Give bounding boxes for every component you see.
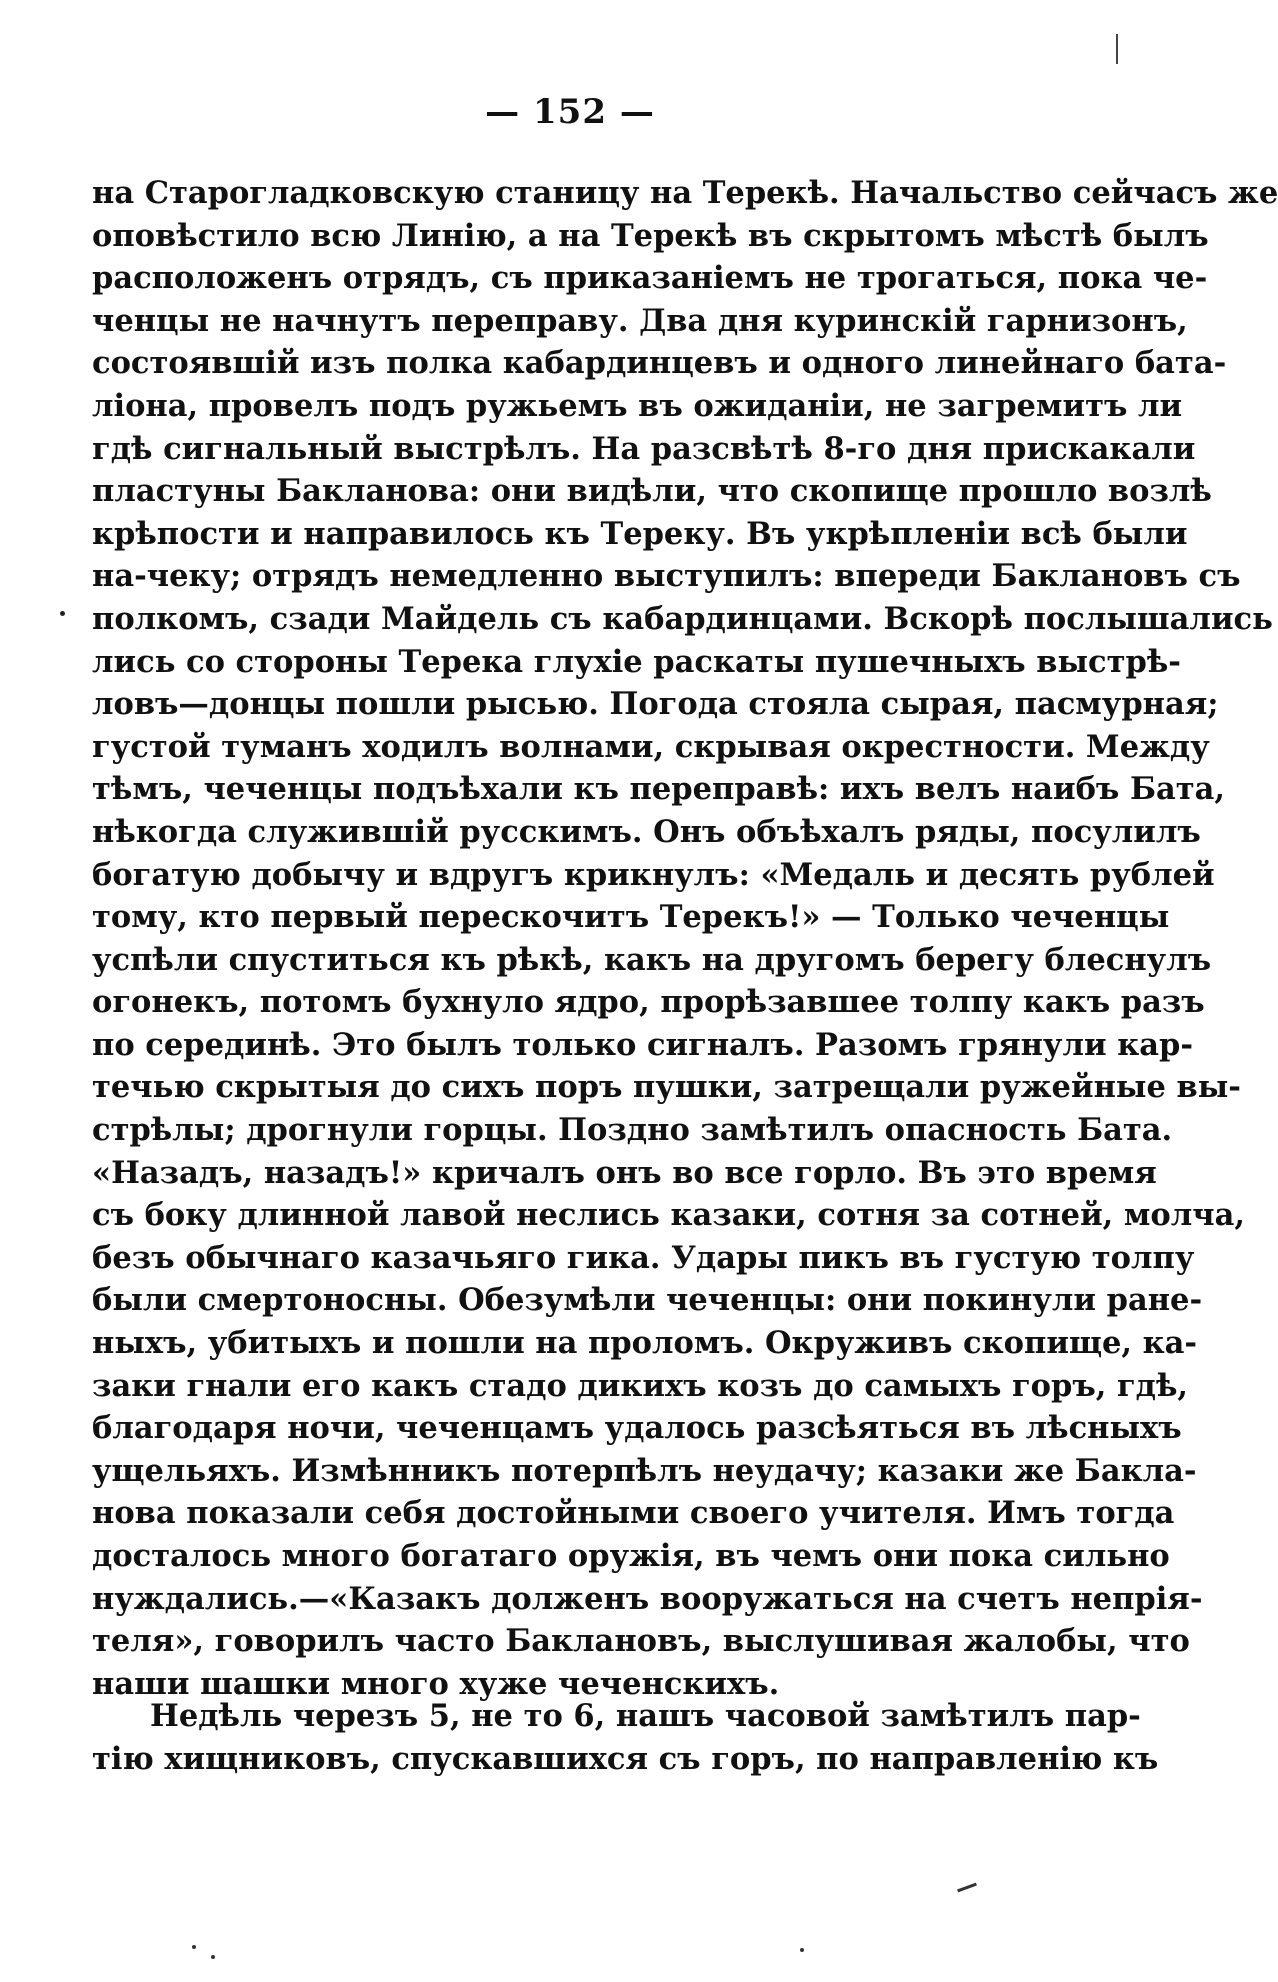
text-line: ченцы не начнутъ переправу. Два дня куринскій гарнизонъ, [92, 302, 1188, 339]
text-line: ныхъ, убитыхъ и пошли на проломъ. Окруживъ скопище, ка- [92, 1325, 1198, 1362]
text-line: полкомъ, сзади Майдель съ кабардинцами. Вскорѣ послышались [92, 600, 1273, 637]
scan-speck-mark [800, 1948, 804, 1952]
scan-speck-mark [192, 1945, 196, 1949]
text-line: тію хищниковъ, спускавшихся съ горъ, по направленію къ [92, 1740, 1159, 1777]
scan-dash-mark [957, 1883, 977, 1893]
text-line: крѣпости и направилось къ Тереку. Въ укрѣпленіи всѣ были [92, 515, 1188, 552]
paragraph-1 [92, 172, 1278, 1705]
text-line: пластуны Бакланова: они видѣли, что скопище прошло возлѣ [92, 473, 1212, 510]
text-line: Недѣль черезъ 5, не то 6, нашъ часовой замѣтилъ пар- [150, 1698, 1141, 1734]
text-line: тому, кто первый перескочитъ Терекъ!» — Только чеченцы [92, 899, 1170, 936]
paragraph-2 [92, 1695, 1159, 1780]
text-line: съ боку длинной лавой неслись казаки, сотня за сотней, молча, [92, 1197, 1245, 1234]
text-line: досталось много богатаго оружія, въ чемъ они пока сильно [92, 1538, 1170, 1574]
text-line: ущельяхъ. Измѣнникъ потерпѣлъ неудачу; казаки же Бакла- [92, 1452, 1197, 1489]
text-line: оповѣстило всю Линію, а на Терекѣ въ скрытомъ мѣстѣ былъ [92, 217, 1209, 254]
text-line: лись со стороны Терека глухіе раскаты пушечныхъ выстрѣ- [92, 643, 1181, 680]
text-line: ліона, провелъ подъ ружьемъ въ ожиданіи, не загремитъ ли [92, 387, 1183, 424]
text-line: ловъ—донцы пошли рысью. Погода стояла сырая, пасмурная; [92, 686, 1219, 723]
text-line: нѣкогда служившій русскимъ. Онъ объѣхалъ ряды, посулилъ [92, 813, 1201, 850]
text-line: густой туманъ ходилъ волнами, скрывая окрестности. Между [92, 728, 1210, 765]
text-line: «Назадъ, назадъ!» кричалъ онъ во все горло. Въ это время [92, 1154, 1157, 1191]
page-number: — 152 — [485, 92, 655, 132]
text-line: течью скрытыя до сихъ поръ пушки, затрещали ружейные вы- [92, 1069, 1241, 1106]
page-edge-mark [1116, 34, 1118, 64]
text-line: тѣмъ, чеченцы подъѣхали къ переправѣ: ихъ велъ наибъ Бата, [92, 771, 1226, 808]
text-line: теля», говорилъ часто Баклановъ, выслушивая жалобы, что [92, 1623, 1190, 1660]
text-line: заки гнали его какъ стадо дикихъ козъ до самыхъ горъ, гдѣ, [92, 1367, 1189, 1404]
text-line: нова показали себя достойными своего учителя. Имъ тогда [92, 1495, 1175, 1532]
text-line: огонекъ, потомъ бухнуло ядро, прорѣзавшее толпу какъ разъ [92, 984, 1205, 1021]
text-line: на-чеку; отрядъ немедленно выступилъ: впереди Баклановъ съ [92, 558, 1241, 595]
scan-speck-mark [211, 1955, 215, 1959]
text-line: по серединѣ. Это былъ только сигналъ. Разомъ грянули кар- [92, 1026, 1193, 1063]
margin-dot-mark [60, 611, 65, 616]
text-line: состоявшій изъ полка кабардинцевъ и одного линейнаго бата- [92, 345, 1227, 382]
text-line: на Старогладковскую станицу на Терекѣ. Начальство сейчасъ же [92, 175, 1278, 211]
text-line: успѣли спуститься къ рѣкѣ, какъ на другомъ берегу блеснулъ [92, 941, 1212, 978]
text-line: наши шашки много хуже чеченскихъ. [92, 1665, 780, 1702]
text-line: богатую добычу и вдругъ крикнулъ: «Медаль и десять рублей [92, 856, 1215, 893]
text-line: гдѣ сигнальный выстрѣлъ. На разсвѣтѣ 8-го дня прискакали [92, 430, 1196, 467]
text-line: нуждались.—«Казакъ долженъ вооружаться на счетъ непрія- [92, 1580, 1203, 1617]
text-line: расположенъ отрядъ, съ приказаніемъ не трогаться, пока че- [92, 260, 1208, 297]
text-line: стрѣлы; дрогнули горцы. Поздно замѣтилъ опасность Бата. [92, 1112, 1173, 1149]
text-line: благодаря ночи, чеченцамъ удалось разсѣяться въ лѣсныхъ [92, 1410, 1182, 1447]
text-line: безъ обычнаго казачьяго гика. Удары пикъ въ густую толпу [92, 1239, 1195, 1276]
text-line: были смертоносны. Обезумѣли чеченцы: они покинули ране- [92, 1282, 1203, 1319]
